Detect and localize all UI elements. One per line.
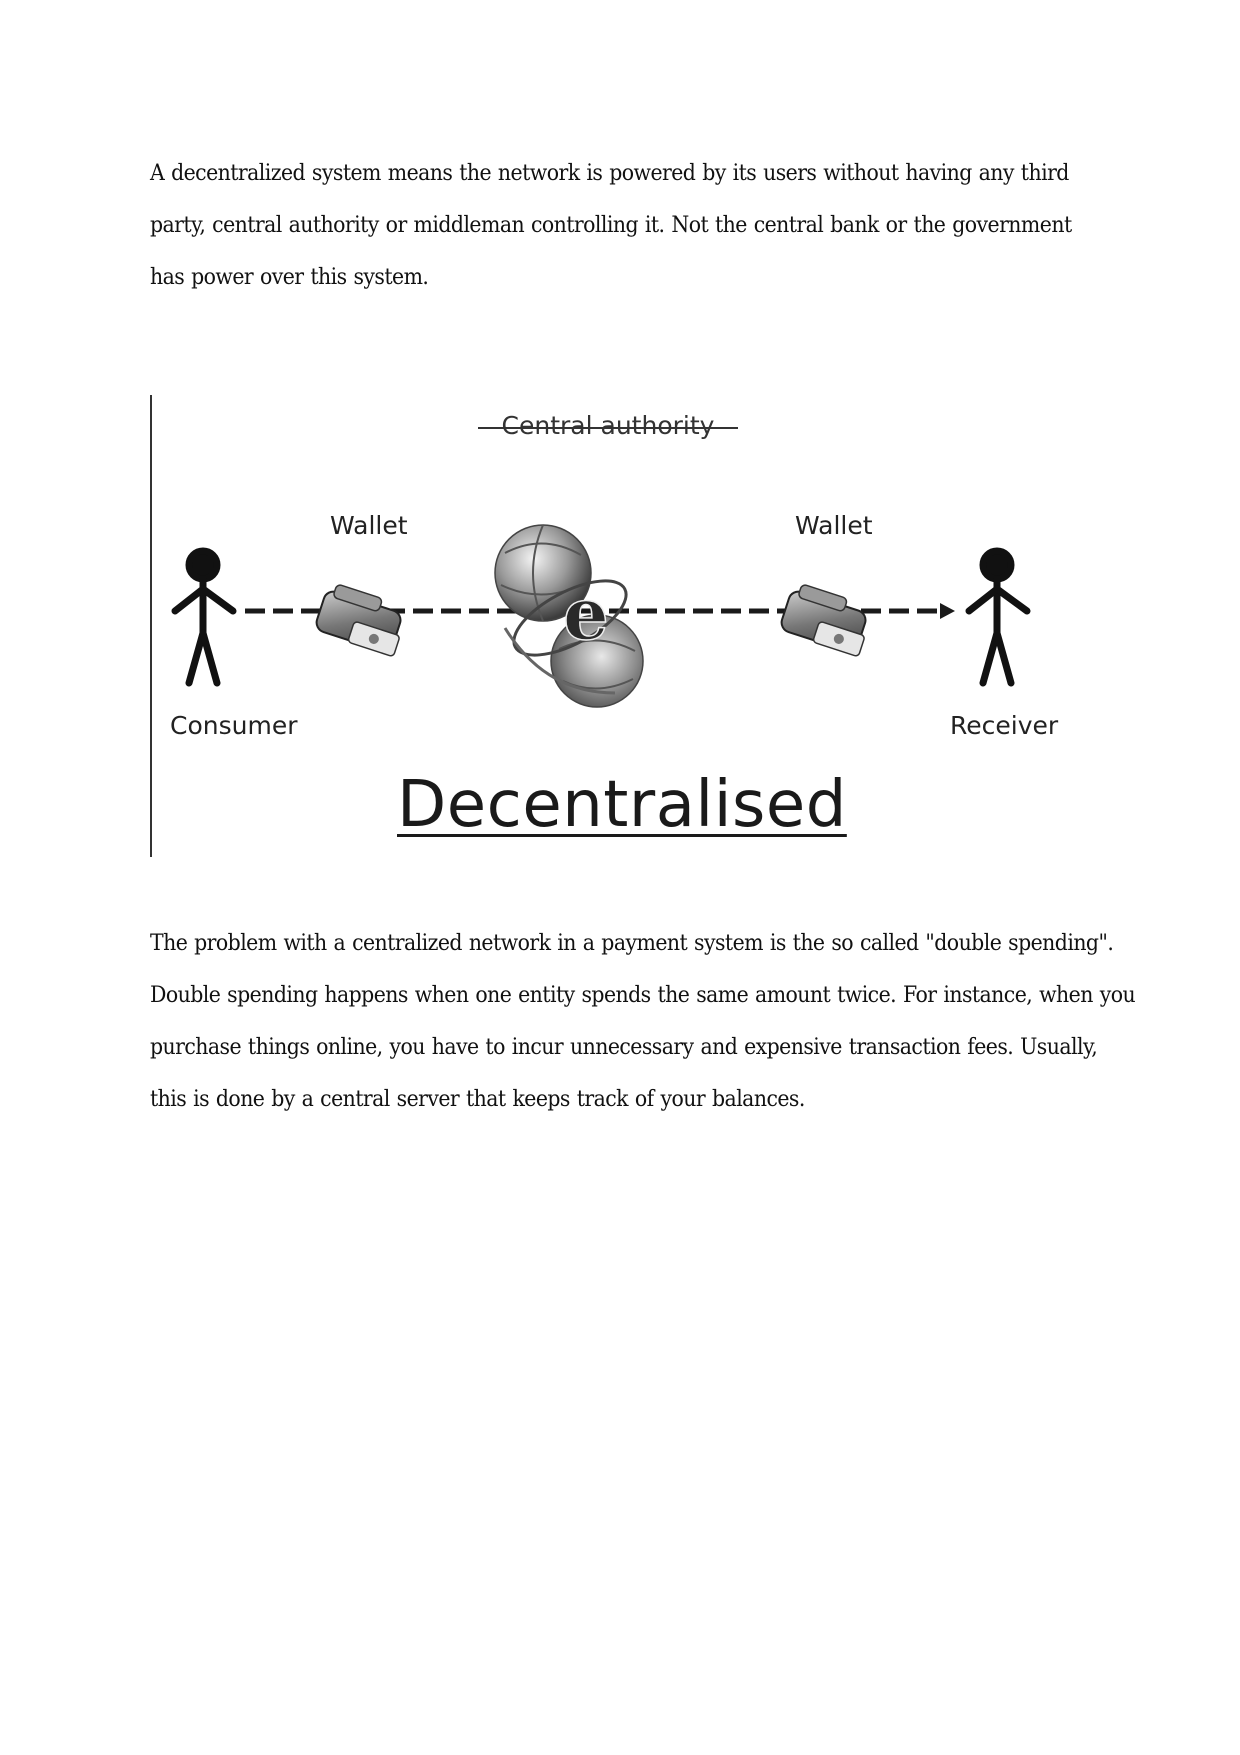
- consumer-label: Consumer: [170, 711, 298, 740]
- wallet-right-icon: [778, 581, 874, 656]
- paragraph-line: The problem with a centralized network in a payment system is the so called "double spending".: [150, 931, 1114, 956]
- paragraph-line: this is done by a central server that keeps track of your balances.: [150, 1087, 805, 1112]
- diagram-caption: Decentralised: [397, 768, 847, 842]
- svg-text:e: e: [563, 571, 609, 656]
- consumer-stick-figure-icon: [175, 551, 233, 683]
- paragraph-line: Double spending happens when one entity spends the same amount twice. For instance, when you: [150, 983, 1136, 1008]
- globe-network-icon: [495, 525, 643, 707]
- decentralised-diagram: [145, 393, 1095, 863]
- paragraph-line: purchase things online, you have to incur unnecessary and expensive transaction fees. Usually,: [150, 1035, 1098, 1060]
- wallet-left-icon: [313, 581, 409, 656]
- paragraph-line: A decentralized system means the network is powered by its users without having any third: [150, 161, 1069, 186]
- paragraph-double-spending: [150, 918, 1136, 1126]
- paragraph-intro: [150, 148, 1072, 304]
- central-authority-label: Central authority: [478, 411, 738, 440]
- receiver-stick-figure-icon: [969, 551, 1027, 683]
- wallet-left-label: Wallet: [330, 511, 408, 540]
- wallet-right-label: Wallet: [795, 511, 873, 540]
- receiver-label: Receiver: [950, 711, 1059, 740]
- paragraph-line: party, central authority or middleman controlling it. Not the central bank or the government: [150, 213, 1072, 238]
- paragraph-line: has power over this system.: [150, 265, 429, 290]
